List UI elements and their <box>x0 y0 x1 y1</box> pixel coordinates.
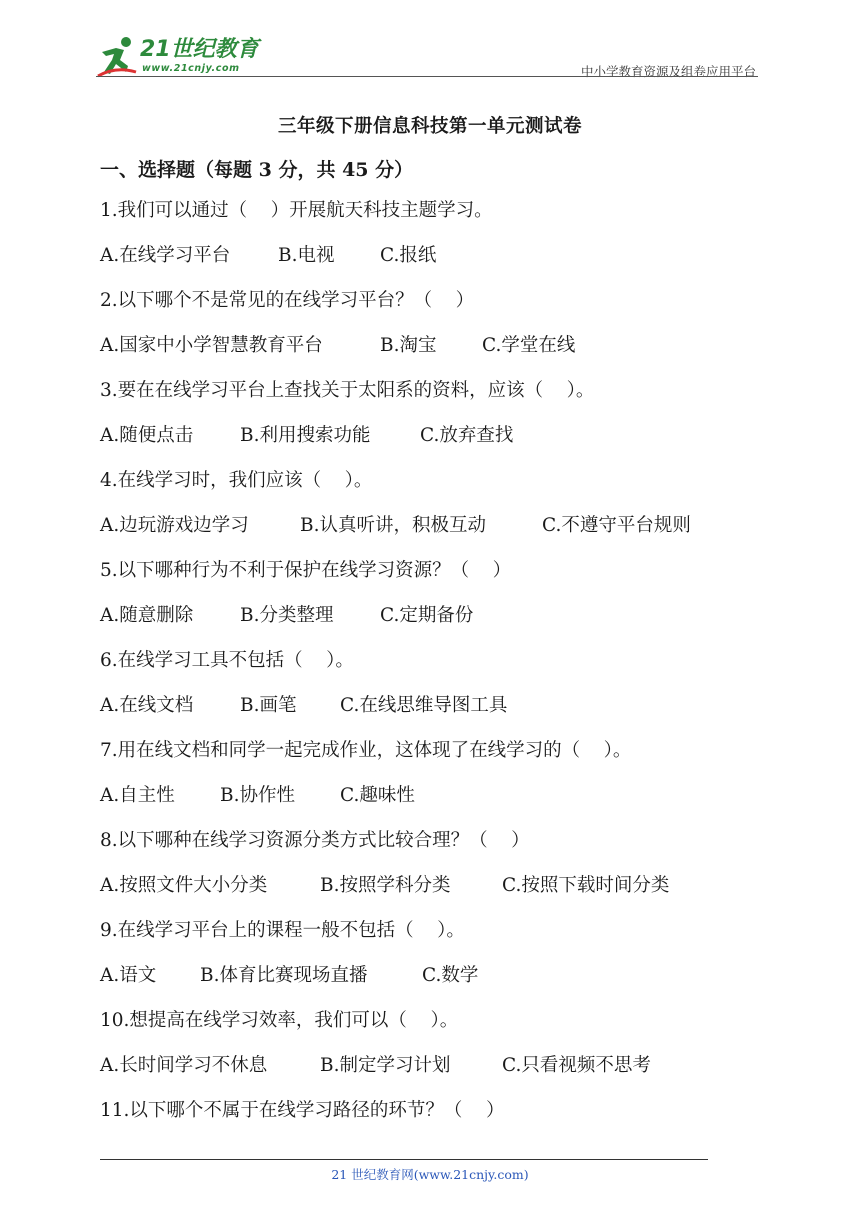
option-a: A.边玩游戏边学习 <box>100 515 249 536</box>
option-b: B.电视 <box>278 245 335 266</box>
question-3: 3.要在在线学习平台上查找关于太阳系的资料，应该（ ）。 <box>100 380 595 401</box>
logo-url: www.21cnjy.com <box>142 63 240 74</box>
option-b: B.认真听讲，积极互动 <box>300 515 486 536</box>
page-title: 三年级下册信息科技第一单元测试卷 <box>277 116 582 137</box>
question-8: 8.以下哪种在线学习资源分类方式比较合理？（ ） <box>100 830 530 851</box>
option-a: A.长时间学习不休息 <box>100 1055 268 1076</box>
header-divider <box>96 76 758 77</box>
option-c: C.只看视频不思考 <box>502 1055 651 1076</box>
option-a: A.在线文档 <box>100 695 194 716</box>
option-c: C.数学 <box>422 965 479 986</box>
logo <box>96 34 266 80</box>
option-c: C.放弃查找 <box>420 425 514 446</box>
question-4: 4.在线学习时，我们应该（ ）。 <box>100 470 373 491</box>
logo-text: 21世纪教育 <box>140 37 259 62</box>
option-b: B.按照学科分类 <box>320 875 451 896</box>
option-b: B.协作性 <box>220 785 295 806</box>
option-b: B.分类整理 <box>240 605 334 626</box>
runner-logo-icon <box>96 36 140 78</box>
footer-link[interactable]: 21 世纪教育网(www.21cnjy.com) <box>331 1167 529 1182</box>
question-2: 2.以下哪个不是常见的在线学习平台？（ ） <box>100 290 475 311</box>
option-a: A.语文 <box>100 965 157 986</box>
question-11: 11.以下哪个不属于在线学习路径的环节？（ ） <box>100 1100 505 1121</box>
option-a: A.随意删除 <box>100 605 194 626</box>
question-5: 5.以下哪种行为不利于保护在线学习资源？（ ） <box>100 560 512 581</box>
option-b: B.制定学习计划 <box>320 1055 451 1076</box>
option-a: A.在线学习平台 <box>100 245 231 266</box>
option-c: C.在线思维导图工具 <box>340 695 508 716</box>
option-c: C.学堂在线 <box>482 335 576 356</box>
option-a: A.国家中小学智慧教育平台 <box>100 335 323 356</box>
option-b: B.体育比赛现场直播 <box>200 965 368 986</box>
option-c: C.趣味性 <box>340 785 415 806</box>
option-c: C.按照下载时间分类 <box>502 875 670 896</box>
question-1: 1.我们可以通过（ ）开展航天科技主题学习。 <box>100 200 493 221</box>
footer-divider <box>100 1159 708 1160</box>
option-c: C.不遵守平台规则 <box>542 515 691 536</box>
option-b: B.利用搜索功能 <box>240 425 371 446</box>
question-7: 7.用在线文档和同学一起完成作业，这体现了在线学习的（ ）。 <box>100 740 632 761</box>
option-b: B.画笔 <box>240 695 297 716</box>
option-b: B.淘宝 <box>380 335 437 356</box>
question-9: 9.在线学习平台上的课程一般不包括（ ）。 <box>100 920 465 941</box>
platform-label: 中小学教育资源及组卷应用平台 <box>580 64 756 79</box>
question-10: 10.想提高在线学习效率，我们可以（ ）。 <box>100 1010 459 1031</box>
page-header <box>96 34 758 80</box>
question-6: 6.在线学习工具不包括（ ）。 <box>100 650 354 671</box>
option-c: C.定期备份 <box>380 605 474 626</box>
option-a: A.随便点击 <box>100 425 194 446</box>
option-a: A.自主性 <box>100 785 175 806</box>
section-heading: 一、选择题（每题 3 分，共 45 分） <box>100 159 414 181</box>
option-a: A.按照文件大小分类 <box>100 875 268 896</box>
option-c: C.报纸 <box>380 245 437 266</box>
